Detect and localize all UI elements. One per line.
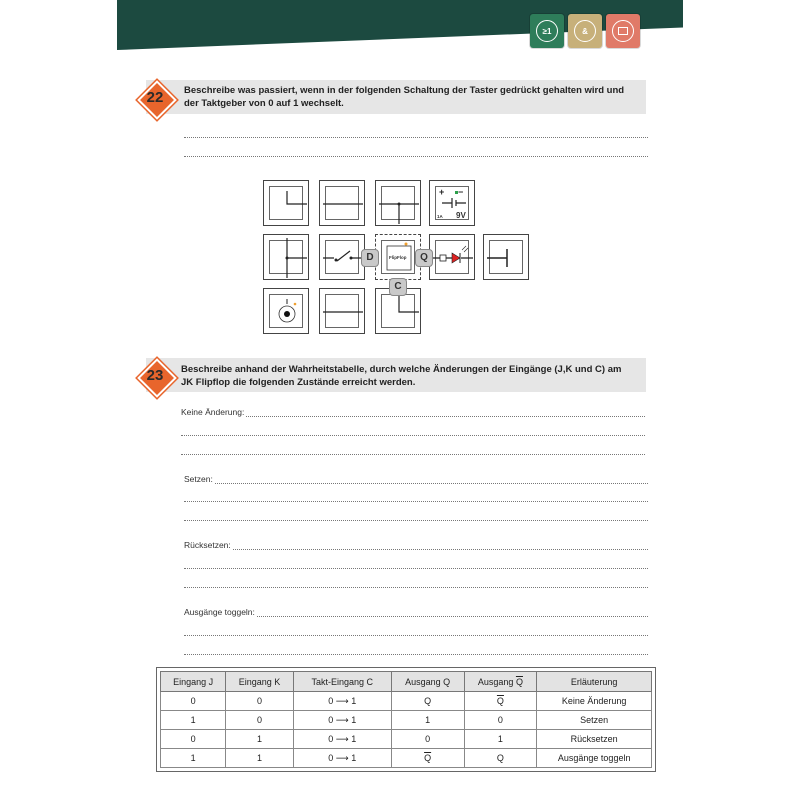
cell-j: 1 [161,749,226,768]
th-erlaeuterung: Erläuterung [537,672,652,692]
answer-line[interactable] [184,635,648,636]
arrow-right-icon: ⟶ [335,695,349,706]
answer-line[interactable] [184,654,648,655]
cell-c [293,692,391,711]
cell-note: Ausgänge toggeln [537,749,652,768]
c-to: 1 [351,733,357,744]
battery-tile [429,180,475,226]
flipflop-tile [606,14,640,48]
truth-table-frame [156,667,656,772]
badge-c: C [389,278,407,296]
c-from: 0 [328,714,334,725]
c-from: 0 [328,752,334,763]
arrow-right-icon: ⟶ [335,714,349,725]
svg-text:−: − [458,187,464,197]
table-row [161,730,652,749]
badge-d: D [361,249,379,267]
and-gate-symbol: & [574,20,596,42]
badge-q: Q [415,249,433,267]
truth-table [160,671,652,768]
answer-line[interactable] [184,156,648,157]
and-gate-tile [568,14,602,48]
cell-j: 0 [161,730,226,749]
or-gate-symbol: ≥1 [536,20,558,42]
or-gate-tile [530,14,564,48]
wire-t-tile [375,180,421,226]
c-from: 0 [328,695,334,706]
task23-text-line1: Beschreibe anhand der Wahrheitstabelle, durch welche Änderungen der Eingänge (J,K und C) am [181,364,622,375]
answer-line[interactable] [184,568,648,569]
battery-current: 1A [437,214,443,219]
answer-line[interactable] [184,587,648,588]
c-to: 1 [351,714,357,725]
cell-k: 1 [226,730,294,749]
cell-c [293,749,391,768]
wire-end-tile [483,234,529,280]
cell-note: Setzen [537,711,652,730]
cell-c [293,730,391,749]
table-row [161,711,652,730]
wire-straight-tile [319,288,365,334]
logo-tiles [530,14,640,48]
battery-voltage: 9V [456,211,466,220]
answer-line[interactable] [184,549,648,550]
clock-tile [263,288,309,334]
th-eingang-j: Eingang J [161,672,226,692]
arrow-right-icon: ⟶ [335,752,349,763]
cell-k: 0 [226,711,294,730]
task23-number: 23 [146,367,164,384]
th-ausgang-q: Ausgang Q [391,672,464,692]
answer-line[interactable] [184,501,648,502]
task22-number: 22 [146,89,164,106]
cell-q-bar: 0 [464,711,537,730]
circuit-diagram [255,176,545,338]
led-tile [429,234,475,280]
answer-line[interactable] [181,454,645,455]
cell-note: Rücksetzen [537,730,652,749]
c-to: 1 [351,752,357,763]
cell-q: $\overline{Q}$ [391,749,464,768]
answer-label-keine-aenderung: Keine Änderung: [181,407,245,417]
wire-cross-tile [263,234,309,280]
flipflop-label: FlipFlop [389,255,407,260]
flipflop-icon [612,20,634,42]
th-ausgang-q-bar: Ausgang $\overline{Q}$ [464,672,537,692]
cell-q-bar: $\overline{Q}$ [464,692,537,711]
answer-line[interactable] [184,137,648,138]
answer-line[interactable] [184,520,648,521]
task23-text-line2: JK Flipflop die folgenden Zustände erreicht werden. [181,377,416,388]
table-row [161,749,652,768]
answer-line[interactable] [181,416,645,417]
cell-q-bar: 1 [464,730,537,749]
wire-straight-tile [319,180,365,226]
answer-label-toggeln: Ausgänge toggeln: [184,607,255,617]
th-eingang-k: Eingang K [226,672,294,692]
cell-j: 0 [161,692,226,711]
push-button-tile [319,234,365,280]
answer-line[interactable] [181,435,645,436]
cell-note: Keine Änderung [537,692,652,711]
cell-k: 0 [226,692,294,711]
cell-q: 0 [391,730,464,749]
th-takt-c: Takt-Eingang C [293,672,391,692]
arrow-right-icon: ⟶ [335,733,349,744]
table-row [161,692,652,711]
cell-q: 1 [391,711,464,730]
cell-q: Q [391,692,464,711]
wire-corner-tile [263,180,309,226]
task22-text-line1: Beschreibe was passiert, wenn in der folgenden Schaltung der Taster gedrückt gehalten wird und [184,85,625,96]
answer-label-ruecksetzen: Rücksetzen: [184,540,231,550]
task22-text-line2: der Taktgeber von 0 auf 1 wechselt. [184,98,344,109]
c-to: 1 [351,695,357,706]
answer-line[interactable] [184,483,648,484]
svg-text:+: + [439,187,445,197]
c-from: 0 [328,733,334,744]
answer-label-setzen: Setzen: [184,474,213,484]
cell-j: 1 [161,711,226,730]
cell-c [293,711,391,730]
cell-k: 1 [226,749,294,768]
cell-q-bar: Q [464,749,537,768]
